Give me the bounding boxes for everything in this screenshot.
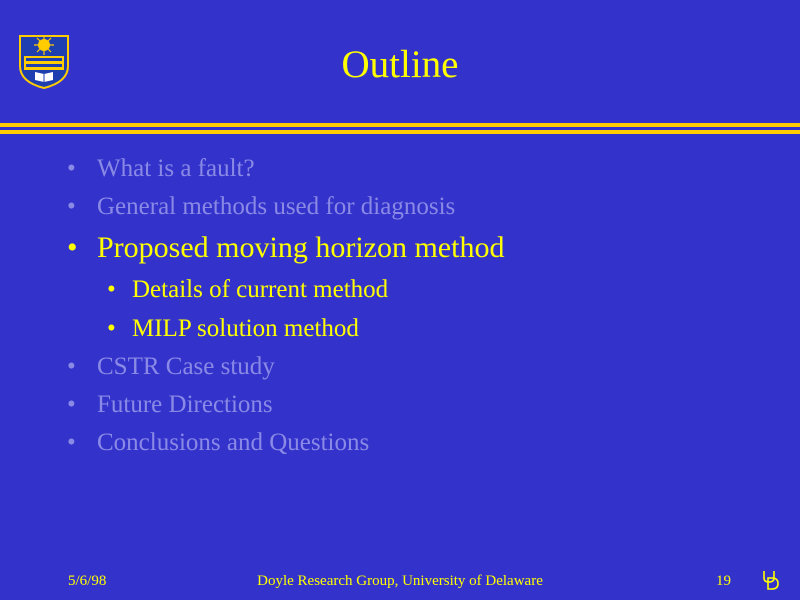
bullet-dot: •: [67, 391, 76, 418]
page-number: 19: [716, 573, 731, 589]
title-divider-top: [0, 123, 800, 127]
ud-monogram-icon: [762, 569, 780, 591]
bullet-text: Conclusions and Questions: [97, 429, 370, 456]
title-divider-bottom: [0, 130, 800, 134]
bullet-dot: •: [67, 353, 76, 380]
bullet-text: General methods used for diagnosis: [97, 193, 456, 220]
bullet-dot: •: [107, 276, 116, 303]
slide-title: Outline: [341, 43, 459, 86]
bullet-dot: •: [67, 429, 76, 456]
footer-date: 5/6/98: [68, 573, 107, 589]
bullet-dot: •: [107, 315, 116, 342]
bullet-dot: •: [67, 231, 78, 264]
bullet-text: What is a fault?: [97, 155, 255, 182]
bullet-dot: •: [67, 155, 76, 182]
bullet-text: Proposed moving horizon method: [97, 231, 505, 264]
bullet-text: Future Directions: [97, 391, 273, 418]
bullet-dot: •: [67, 193, 76, 220]
bullet-text: Details of current method: [132, 276, 389, 303]
bullet-text: CSTR Case study: [97, 353, 275, 380]
bullet-text: MILP solution method: [132, 315, 359, 342]
footer-organization: Doyle Research Group, University of Delaware: [257, 573, 543, 589]
